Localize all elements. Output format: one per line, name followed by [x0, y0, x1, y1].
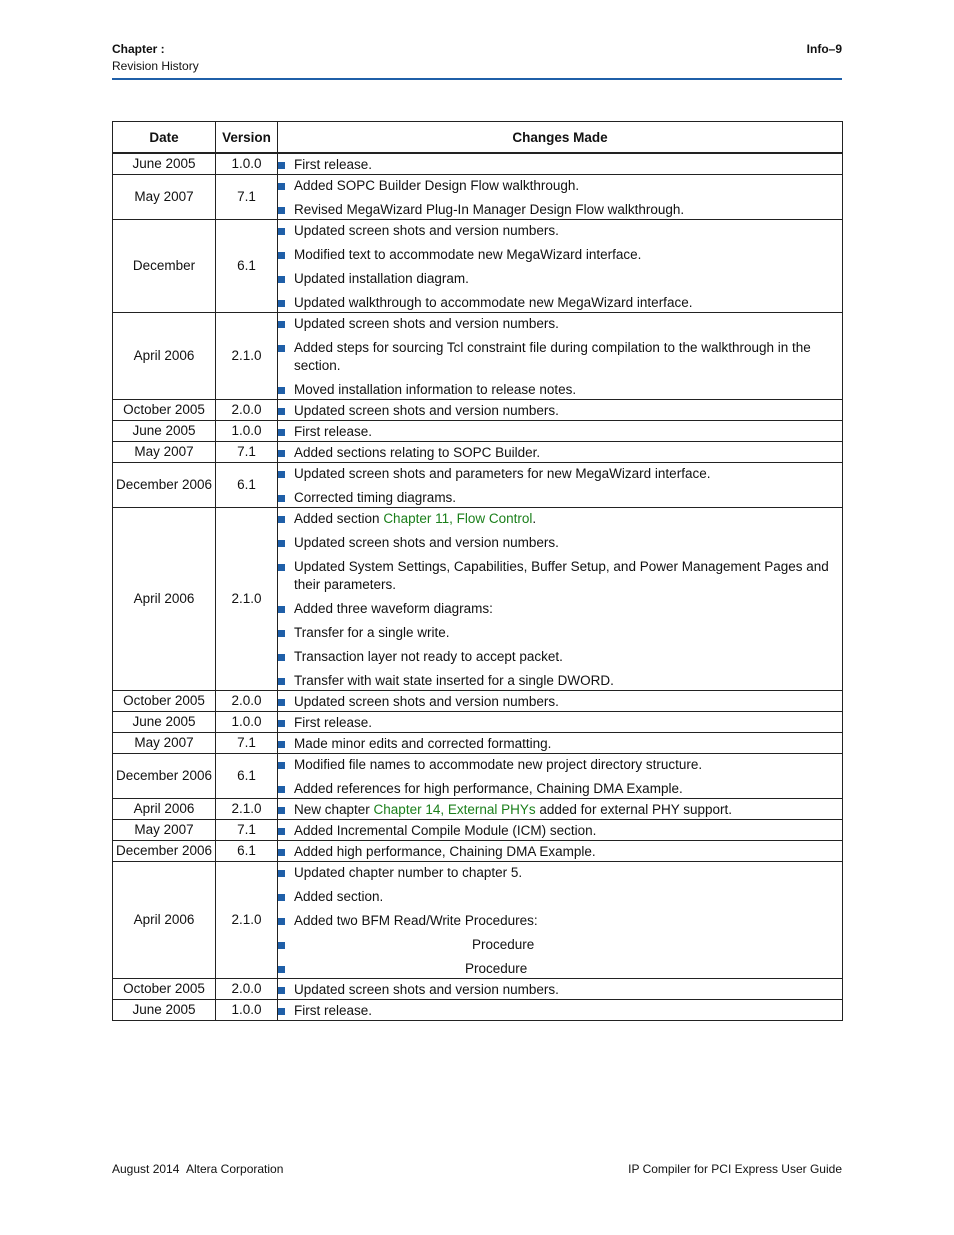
change-list [278, 315, 842, 399]
square-bullet-icon [278, 966, 285, 973]
row-date: April 2006 [113, 508, 216, 691]
change-list [278, 714, 842, 732]
change-text: Updated System Settings, Capabilities, Buffer Setup, and Power Management Pages and their parameters. [294, 559, 829, 592]
row-version: 6.1 [216, 220, 278, 313]
square-bullet-icon [278, 606, 285, 613]
row-changes [278, 175, 843, 220]
change-item [278, 801, 842, 819]
change-list [278, 864, 842, 978]
change-list [278, 402, 842, 420]
change-text: Updated screen shots and version numbers. [294, 694, 559, 709]
square-bullet-icon [278, 849, 285, 856]
column-header-version: Version [216, 122, 278, 154]
change-item [278, 156, 842, 174]
row-version: 2.1.0 [216, 313, 278, 400]
change-text: Moved installation information to release notes. [294, 382, 577, 397]
table-row [113, 313, 843, 400]
row-date: June 2005 [113, 1000, 216, 1021]
square-bullet-icon [278, 162, 285, 169]
change-item [278, 510, 842, 528]
square-bullet-icon [278, 321, 285, 328]
change-text: Transfer with wait state inserted for a single DWORD. [294, 673, 614, 688]
change-item [278, 624, 842, 642]
row-version: 2.0.0 [216, 691, 278, 712]
square-bullet-icon [278, 987, 285, 994]
row-version: 6.1 [216, 754, 278, 799]
change-item [278, 780, 842, 798]
table-row [113, 841, 843, 862]
change-text: New chapter [294, 802, 374, 817]
change-item [278, 465, 842, 483]
square-bullet-icon [278, 228, 285, 235]
change-text: Modified file names to accommodate new project directory structure. [294, 757, 703, 772]
change-item [278, 222, 842, 240]
row-version: 7.1 [216, 442, 278, 463]
change-item [278, 270, 842, 288]
square-bullet-icon [278, 516, 285, 523]
row-version: 7.1 [216, 733, 278, 754]
row-version: 6.1 [216, 841, 278, 862]
revision-history-table [112, 121, 843, 1021]
row-changes [278, 400, 843, 421]
row-changes [278, 799, 843, 820]
change-item [278, 822, 842, 840]
change-item [278, 735, 842, 753]
change-item [278, 960, 842, 978]
square-bullet-icon [278, 870, 285, 877]
change-list [278, 177, 842, 219]
square-bullet-icon [278, 276, 285, 283]
table-row [113, 862, 843, 979]
square-bullet-icon [278, 828, 285, 835]
square-bullet-icon [278, 678, 285, 685]
change-text: Corrected timing diagrams. [294, 490, 457, 505]
page-header [112, 42, 842, 80]
change-text: Updated screen shots and version numbers. [294, 982, 559, 997]
row-changes [278, 442, 843, 463]
change-item [278, 600, 842, 618]
change-text: . [532, 511, 537, 526]
header-chapter: Chapter : [112, 42, 165, 56]
square-bullet-icon [278, 252, 285, 259]
table-row [113, 733, 843, 754]
change-text: Added high performance, Chaining DMA Example. [294, 844, 596, 859]
change-item [278, 714, 842, 732]
row-date: October 2005 [113, 691, 216, 712]
change-text: Updated screen shots and version numbers. [294, 403, 559, 418]
square-bullet-icon [278, 741, 285, 748]
table-row [113, 508, 843, 691]
table-row [113, 400, 843, 421]
row-version: 2.0.0 [216, 400, 278, 421]
table-row [113, 463, 843, 508]
change-text: Procedure [465, 961, 528, 976]
table-body [113, 153, 843, 1021]
change-list [278, 1002, 842, 1020]
change-item [278, 315, 842, 333]
table-row [113, 220, 843, 313]
change-item [278, 246, 842, 264]
row-changes [278, 733, 843, 754]
change-list [278, 843, 842, 861]
square-bullet-icon [278, 699, 285, 706]
change-text: Added references for high performance, Chaining DMA Example. [294, 781, 683, 796]
change-text: Updated screen shots and version numbers. [294, 316, 559, 331]
row-date: May 2007 [113, 442, 216, 463]
change-text: Added sections relating to SOPC Builder. [294, 445, 541, 460]
row-version: 1.0.0 [216, 153, 278, 175]
row-date: April 2006 [113, 799, 216, 820]
square-bullet-icon [278, 207, 285, 214]
change-item [278, 444, 842, 462]
change-item [278, 756, 842, 774]
square-bullet-icon [278, 387, 285, 394]
change-list [278, 822, 842, 840]
change-text: Updated installation diagram. [294, 271, 469, 286]
change-text: Modified text to accommodate new MegaWizard interface. [294, 247, 642, 262]
square-bullet-icon [278, 540, 285, 547]
row-version: 1.0.0 [216, 421, 278, 442]
change-text: Added three waveform diagrams: [294, 601, 493, 616]
row-date: June 2005 [113, 421, 216, 442]
change-list [278, 693, 842, 711]
table-header-row [113, 122, 843, 154]
row-version: 2.0.0 [216, 979, 278, 1000]
row-date: December 2006 [113, 754, 216, 799]
square-bullet-icon [278, 942, 285, 949]
change-list [278, 801, 842, 819]
table-row [113, 820, 843, 841]
table-row [113, 1000, 843, 1021]
row-date: April 2006 [113, 313, 216, 400]
row-date: May 2007 [113, 733, 216, 754]
square-bullet-icon [278, 495, 285, 502]
square-bullet-icon [278, 630, 285, 637]
row-changes [278, 691, 843, 712]
change-item [278, 177, 842, 195]
row-changes [278, 463, 843, 508]
change-item [278, 558, 842, 594]
column-header-changes: Changes Made [278, 122, 843, 154]
square-bullet-icon [278, 450, 285, 457]
change-text: First release. [294, 157, 373, 172]
square-bullet-icon [278, 1008, 285, 1015]
row-date: April 2006 [113, 862, 216, 979]
change-text: Procedure [472, 937, 535, 952]
change-text: Updated screen shots and parameters for new MegaWizard interface. [294, 466, 711, 481]
row-changes [278, 841, 843, 862]
square-bullet-icon [278, 183, 285, 190]
row-changes [278, 508, 843, 691]
change-text: Added two BFM Read/Write Procedures: [294, 913, 538, 928]
square-bullet-icon [278, 894, 285, 901]
change-item [278, 864, 842, 882]
row-changes [278, 313, 843, 400]
square-bullet-icon [278, 564, 285, 571]
change-item [278, 402, 842, 420]
row-changes [278, 862, 843, 979]
change-text: Made minor edits and corrected formatting. [294, 736, 552, 751]
row-version: 1.0.0 [216, 1000, 278, 1021]
change-item [278, 888, 842, 906]
chapter-link[interactable]: Chapter 11, Flow Control [383, 511, 533, 526]
change-item [278, 936, 842, 954]
footer-doc-title: IP Compiler for PCI Express User Guide [628, 1162, 842, 1176]
change-list [278, 735, 842, 753]
column-header-date: Date [113, 122, 216, 154]
change-list [278, 981, 842, 999]
row-version: 2.1.0 [216, 508, 278, 691]
change-item [278, 672, 842, 690]
change-text: First release. [294, 715, 373, 730]
table-row [113, 754, 843, 799]
change-item [278, 201, 842, 219]
table-row [113, 442, 843, 463]
row-changes [278, 979, 843, 1000]
square-bullet-icon [278, 408, 285, 415]
square-bullet-icon [278, 471, 285, 478]
square-bullet-icon [278, 345, 285, 352]
change-item [278, 981, 842, 999]
row-date: December 2006 [113, 841, 216, 862]
row-version: 1.0.0 [216, 712, 278, 733]
header-page-number: Info–9 [806, 42, 842, 56]
change-text: Updated chapter number to chapter 5. [294, 865, 523, 880]
change-list [278, 423, 842, 441]
footer-date: August 2014 [112, 1162, 180, 1176]
row-version: 7.1 [216, 820, 278, 841]
change-text: Updated walkthrough to accommodate new MegaWizard interface. [294, 295, 693, 310]
change-item [278, 1002, 842, 1020]
square-bullet-icon [278, 786, 285, 793]
change-list [278, 156, 842, 174]
change-text: Revised MegaWizard Plug-In Manager Design Flow walkthrough. [294, 202, 685, 217]
row-changes [278, 1000, 843, 1021]
table-row [113, 712, 843, 733]
change-item [278, 534, 842, 552]
row-version: 2.1.0 [216, 799, 278, 820]
row-changes [278, 153, 843, 175]
table-row [113, 175, 843, 220]
change-text: First release. [294, 1003, 373, 1018]
row-changes [278, 754, 843, 799]
change-item [278, 693, 842, 711]
square-bullet-icon [278, 300, 285, 307]
row-version: 2.1.0 [216, 862, 278, 979]
change-text: Added steps for sourcing Tcl constraint file during compilation to the walkthrough in the section. [294, 340, 811, 373]
square-bullet-icon [278, 807, 285, 814]
change-text: Added section [294, 511, 384, 526]
change-item [278, 489, 842, 507]
row-changes [278, 712, 843, 733]
change-text: added for external PHY support. [535, 802, 733, 817]
change-item [278, 339, 842, 375]
row-date: May 2007 [113, 175, 216, 220]
change-text: Added Incremental Compile Module (ICM) section. [294, 823, 597, 838]
change-item [278, 294, 842, 312]
change-text: Transfer for a single write. [294, 625, 450, 640]
row-changes [278, 421, 843, 442]
table-row [113, 153, 843, 175]
square-bullet-icon [278, 429, 285, 436]
row-changes [278, 820, 843, 841]
change-list [278, 510, 842, 690]
table-row [113, 421, 843, 442]
table-row [113, 799, 843, 820]
table-row [113, 691, 843, 712]
change-item [278, 381, 842, 399]
change-text: Added section. [294, 889, 384, 904]
change-item [278, 843, 842, 861]
change-list [278, 465, 842, 507]
row-version: 7.1 [216, 175, 278, 220]
change-list [278, 444, 842, 462]
square-bullet-icon [278, 720, 285, 727]
change-item [278, 912, 842, 930]
row-date: December [113, 220, 216, 313]
square-bullet-icon [278, 762, 285, 769]
footer-company: Altera Corporation [186, 1162, 284, 1176]
row-date: October 2005 [113, 979, 216, 1000]
row-date: June 2005 [113, 153, 216, 175]
row-date: October 2005 [113, 400, 216, 421]
change-item [278, 423, 842, 441]
row-version: 6.1 [216, 463, 278, 508]
row-date: December 2006 [113, 463, 216, 508]
change-text: Updated screen shots and version numbers. [294, 223, 559, 238]
change-list [278, 756, 842, 798]
header-section: Revision History [112, 59, 199, 73]
square-bullet-icon [278, 918, 285, 925]
row-date: May 2007 [113, 820, 216, 841]
change-text: Updated screen shots and version numbers. [294, 535, 559, 550]
row-date: June 2005 [113, 712, 216, 733]
square-bullet-icon [278, 654, 285, 661]
change-list [278, 222, 842, 312]
change-text: Added SOPC Builder Design Flow walkthrough. [294, 178, 580, 193]
change-text: First release. [294, 424, 373, 439]
chapter-link[interactable]: Chapter 14, External PHYs [373, 802, 536, 817]
table-row [113, 979, 843, 1000]
change-item [278, 648, 842, 666]
change-text: Transaction layer not ready to accept packet. [294, 649, 563, 664]
row-changes [278, 220, 843, 313]
